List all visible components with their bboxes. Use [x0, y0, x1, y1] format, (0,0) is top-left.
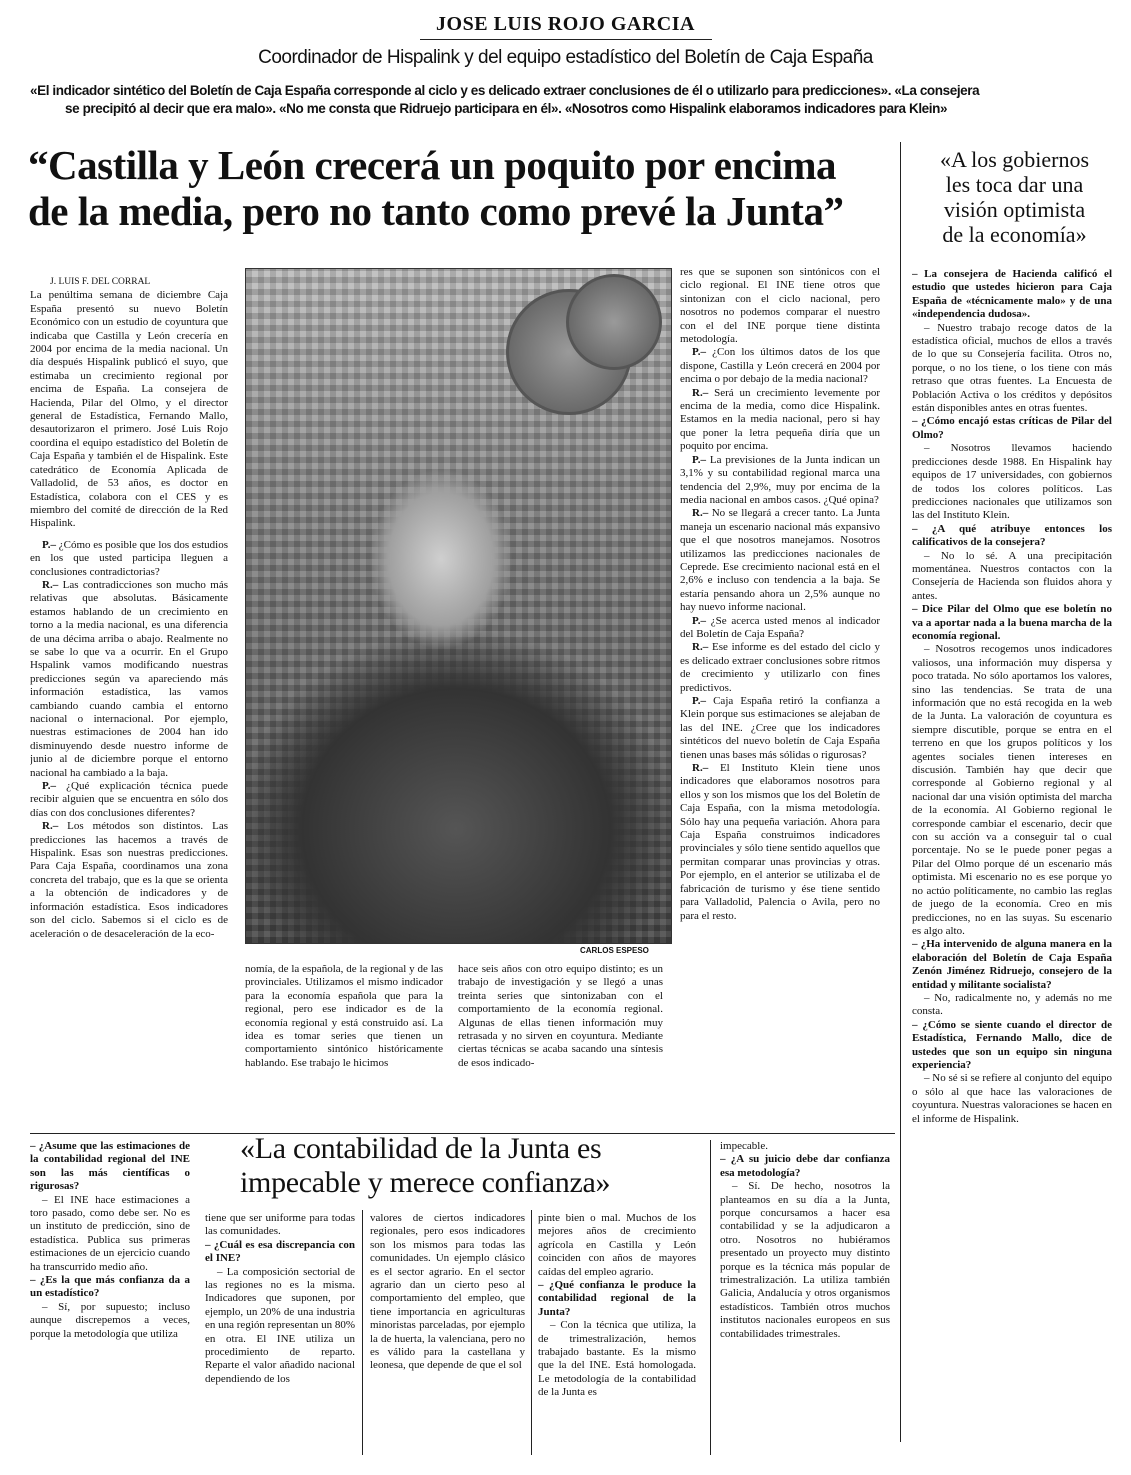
answer-paragraph: – Con la técnica que utiliza, la de trimestralización, hemos trabajado bastante. Es la mismo que la del INE. Está homologada. Le metodología de la contabilidad de la Junta es	[538, 1319, 696, 1399]
side-quote-line: visión optimista	[943, 197, 1086, 222]
answer-text: Las contradicciones son mucho más relativas que absolutas. Básicamente estamos hablando de un crecimiento en torno a la media nacional, es una diferencia de una décima arriba o abajo. Realmente no se sabe lo que va a ocurrir. En el Grupo Hspalink vamos modificando nuestras predicciones según va apareciendo más información estadística, las vamos cambiando cuando cambia el entorno nacional o internacional. Por ejemplo, nuestras estimaciones de 2004 han ido disminuyendo desde nuestro informe de junio al de diciembre porque el entorno nacional ha cambiado a la baja.	[30, 578, 228, 779]
question-paragraph	[680, 346, 880, 386]
question-paragraph: – Dice Pilar del Olmo que ese boletín no va a aportar nada a la buena marcha de la economía regional.	[912, 603, 1112, 642]
question-paragraph: – ¿A qué atribuye entonces los calificativos de la consejera?	[912, 522, 1112, 549]
column-divider	[710, 1140, 711, 1455]
lower-headline	[240, 1132, 720, 1200]
side-quote	[912, 147, 1117, 247]
question-text: ¿Cómo es posible que los dos estudios en los que usted participa lleguen a conclusiones contradictorias?	[30, 538, 228, 578]
body-paragraph: tiene que ser uniforme para todas las comunidades.	[205, 1212, 355, 1238]
answer-paragraph: – Nosotros recogemos unos indicadores valiosos, una información muy dispersa y poco tratada. No sólo aportamos los valores, sino las tendencias. Se trata de una información que no está recogida en la web de la Junta. La valoración de coyuntura es siempre discutible, porque se entra en el terreno en que los grupos políticos y los agentes sociales tienen intereses en discusión. También hay que decir que corresponde al Gobierno regional y al nacional dar una visión optimista del marcha de la economía. Al Gobierno regional le corresponde cambiar el escenario, decir que con su acción va a conseguir tal o cual porcentaje. No se le puede poner pegas a Pilar del Olmo porque dé un escenario más optimista. Mi escenario no es ese porque yo no actúo políticamente, no cambio las reglas de juego de la economía. Creo en mis predicciones, no en las suyas. Su escenario es algo alto.	[912, 643, 1112, 937]
question-paragraph: – ¿Es la que más confianza da a un estadístico?	[30, 1274, 190, 1300]
answer-text: Ese informe es del estado del ciclo y es delicado extraer conclusiones sobre ritmos de crecimiento y utilizarlo con fines predictivos.	[680, 641, 880, 694]
question-text: ¿Qué explicación técnica puede recibir alguien que se encuentra en sólo dos días con dos conclusiones diferentes?	[30, 780, 228, 819]
side-quote-line: de la economía»	[942, 222, 1087, 247]
body-paragraph: impecable.	[720, 1140, 768, 1152]
photo-credit: CARLOS ESPESO	[580, 946, 649, 955]
main-headline-line: “Castilla y León crecerá un poquito por encima	[28, 142, 836, 188]
summary-quotes	[30, 82, 1110, 118]
question-paragraph: – ¿Qué confianza le produce la contabilidad regional de la Junta?	[538, 1279, 696, 1318]
question-text: ¿Con los últimos datos de los que dispone, Castilla y León crecerá en 2004 por encima o por debajo de la media nacional?	[680, 346, 880, 386]
main-headline	[28, 142, 898, 234]
answer-paragraph	[680, 387, 880, 454]
answer-paragraph: – El INE hace estimaciones a toro pasado, como debe ser. No es un instituto de predicción, sino de estadística. Publica sus primeras estimaciones de un ejercicio cuando ha transcurrido medio año.	[30, 1193, 190, 1273]
answer-paragraph: – No lo sé. A una precipitación momentánea. Nuestros contactos con la Consejería de Hacienda son fluidos ahora y antes.	[912, 549, 1112, 602]
lower-column-2	[205, 1212, 355, 1457]
interviewee-role: Coordinador de Hispalink y del equipo estadístico del Boletín de Caja España	[258, 47, 873, 68]
answer-paragraph: – Sí. De hecho, nosotros la planteamos en su día a la Junta, porque concursamos a hacer esa contabilidad y se la adjudicaron a otro. Nosotros no hubiéramos presentado un proyecto muy distinto porque es la técnica más popular de trimestralización. La utiliza también Galicia, Andalucía y otros organismos estadísticos. También otros muchos institutos nacionales europeos en sus contabilidades trimestrales.	[720, 1180, 890, 1340]
main-headline-line: de la media, pero no tanto como prevé la Junta”	[28, 188, 844, 234]
question-text: ¿Se acerca usted menos al indicador del Boletín de Caja España?	[680, 614, 880, 640]
name-underline	[420, 39, 712, 40]
body-paragraph: valores de ciertos indicadores regionales, pero esos indicadores son los mismos para todas las comunidades. Un ejemplo clásico es el sector agrario. En el sector agrario dan un cierto peso al comportamiento del empleo, que tiene importancia en agriculturas minoristas parceladas, por ejemplo la de huerta, la valenciana, pero no es válido para la castellana y leonesa, que depende de que el sol	[370, 1212, 525, 1372]
side-quote-line: «A los gobiernos	[939, 147, 1090, 172]
question-paragraph: – La consejera de Hacienda calificó el estudio que ustedes hicieron para Caja España de «técnicamente malo» y de una «independencia dudosa».	[912, 268, 1112, 321]
answer-paragraph: – No, radicalmente no, y además no me consta.	[912, 991, 1112, 1018]
interview-photo	[245, 268, 672, 944]
answer-label: R.–	[692, 762, 709, 775]
answer-paragraph	[680, 507, 880, 614]
answer-paragraph	[680, 762, 880, 923]
lower-column-1	[30, 1140, 190, 1450]
answer-text: No se llegará a crecer tanto. La Junta maneja un escenario nacional más expansivo que el que nosotros manejamos. Nosotros utilizamos las predicciones nacionales de Ceprede. Ese crecimiento nacional está en el 2,6% e incluso con tendencia a la baja. Se estaría pensando ahora un 2,5% aunque no hay nuevo informe nacional.	[680, 507, 880, 614]
answer-label: R.–	[42, 578, 59, 591]
question-paragraph	[30, 780, 228, 820]
question-paragraph: – ¿Asume que las estimaciones de la contabilidad regional del INE son las más científicas o rigurosas?	[30, 1140, 190, 1193]
question-paragraph: – ¿Ha intervenido de alguna manera en la elaboración del Boletín de Caja España Zenón Jiménez Ridruejo, consejero de la entidad y militante socialista?	[912, 938, 1112, 991]
question-paragraph: – ¿A su juicio debe dar confianza esa metodología?	[720, 1153, 890, 1179]
answer-paragraph	[30, 820, 228, 941]
answer-paragraph: – No sé si se refiere al conjunto del equipo o sólo al que hace las valoraciones de coyuntura. Nuestras valoraciones se hacen en el informe de Hispalink.	[912, 1072, 1112, 1125]
column-divider	[531, 1210, 532, 1455]
question-label: P.–	[692, 614, 706, 627]
answer-paragraph	[680, 641, 880, 695]
intro-paragraph: La penúltima semana de diciembre Caja España presentó su nuevo Boletín Económico con un estudio de coyuntura que indicaba que Castilla y León crecería en 2004 por encima de la media nacional. Un día después Hispalink publicó el suyo, que estimaba un crecimiento regional por encima de España. La consejera de Hacienda, Pilar del Olmo, y el director general de Estadística, Fernando Mallo, desautorizaron el primero. José Luis Rojo coordina el equipo estadístico del Boletín de Caja España y también el de Hispalink. Este catedrático de Economía Aplicada de Valladolid, de 53 años, es doctor en Estadística, colabora con el CES y es miembro del comité de dirección de la Red Hispalink.	[30, 289, 228, 530]
body-paragraph: pinte bien o mal. Muchos de los mejores años de crecimiento agrícola en Castilla y León coinciden con años de mayores caídas del empleo agrario.	[538, 1212, 696, 1278]
interviewee-name: JOSE LUIS ROJO GARCIA	[436, 13, 695, 35]
side-quote-line: les toca dar una	[945, 172, 1084, 197]
answer-paragraph: – Sí, por supuesto; incluso aunque discrepemos a veces, porque la metodología que utiliza	[30, 1300, 190, 1340]
answer-paragraph: – Nosotros llevamos haciendo predicciones desde 1988. En Hispalink hay equipos de 17 universidades, con gobiernos de todos los colores políticos. Las predicciones nacionales que utilizamos son las del Instituto Klein.	[912, 442, 1112, 522]
question-label: P.–	[692, 346, 706, 359]
byline: J. LUIS F. DEL CORRAL	[50, 277, 151, 287]
wall-emblem	[566, 274, 662, 370]
answer-text: El Instituto Klein tiene unos indicadores que elaboramos nosotros para ellos y son los mismos que los del Boletín de Caja España, con la misma metodología. Sólo hay una pequeña variación. Ahora para Caja España construimos indicadores provinciales y sólo tiene sentido aquellos que permitan comparar unas provincias y otras. Por ejemplo, en el anterior se utilizaba el de fabricación de turismo y ése tiene sentido para Valladolid, Palencia o Avila, pero no para el resto.	[680, 762, 880, 922]
answer-text: Los métodos son distintos. Las predicciones las hacemos a través de Hispalink. Esas son nuestras predicciones. Para Caja España, coordinamos una zona concreta del trabajo, que es la que se orienta a la obtención de indicadores y de información estadística. Esos indicadores son del ciclo. Sabemos si el ciclo es de aceleración o de desaceleración de la eco-	[30, 820, 228, 940]
lower-column-4	[538, 1212, 696, 1457]
column-divider	[362, 1210, 363, 1455]
question-text: Caja España retiró la confianza a Klein porque sus estimaciones se alejaban de las del INE. ¿Cree que los indicadores sintéticos del nuevo boletín de Caja España tienen unas bases más sólidas o rigurosas?	[680, 695, 880, 761]
answer-label: R.–	[692, 507, 709, 520]
lower-headline-line: impecable y merece confianza»	[240, 1166, 611, 1199]
answer-label: R.–	[42, 820, 59, 833]
body-paragraph: res que se suponen son sintónicos con el ciclo regional. El INE tiene otros que sintonizan con el ciclo nacional, pero nosotros no podemos comparar el nuestro con el del INE porque tiene distinta metodología.	[680, 266, 880, 346]
answer-paragraph: – Nuestro trabajo recoge datos de la estadística oficial, muchos de ellos a través de lo que su Consejería facilita. Otros no, porque, o no los tiene, o los tiene con más retraso que otras fuentes. La Encuesta de Población Activa o los créditos y depósitos están disponibles antes en otras fuentes.	[912, 321, 1112, 415]
answer-label: R.–	[692, 386, 709, 399]
question-label: P.–	[692, 453, 706, 466]
article-column-4	[680, 266, 880, 1128]
body-paragraph: nomía, de la española, de la regional y de las provinciales. Utilizamos el mismo indicador para la economía española que para la regional, pero ese indicador es de la economía regional y está construido así. La idea es tomar series que tienen un comportamiento sintónico históricamente hablando. Ese trabajo le hicimos	[245, 963, 443, 1069]
lower-headline-line: «La contabilidad de la Junta es	[240, 1132, 602, 1165]
column-divider	[900, 142, 901, 1442]
lower-column-3	[370, 1212, 525, 1457]
article-column-3	[458, 963, 663, 1113]
question-label: P.–	[42, 538, 56, 551]
question-paragraph: – ¿Cuál es esa discrepancia con el INE?	[205, 1238, 355, 1265]
question-paragraph	[30, 539, 228, 579]
question-paragraph: – ¿Cómo encajó estas críticas de Pilar del Olmo?	[912, 415, 1112, 441]
question-paragraph	[680, 615, 880, 642]
question-paragraph	[680, 695, 880, 762]
question-paragraph	[680, 454, 880, 508]
question-label: P.–	[692, 695, 706, 707]
article-column-5	[912, 268, 1112, 1458]
lower-column-5	[720, 1140, 890, 1458]
summary-quote-line: «El indicador sintético del Boletín de Caja España corresponde al ciclo y es delicado extraer conclusiones de él o utilizarlo para predicciones». «La consejera	[30, 83, 980, 98]
question-paragraph: – ¿Cómo se siente cuando el director de Estadística, Fernando Mallo, dice de ustedes que son un equipo sin ninguna experiencia?	[912, 1018, 1112, 1071]
answer-label: R.–	[692, 641, 709, 654]
answer-paragraph	[30, 579, 228, 780]
answer-paragraph: – La composición sectorial de las regiones no es la misma. Indicadores que suponen, por ejemplo, un 20% de una industria en una región representan un 80% en otra. El INE utiliza un procedimiento de reparto. Reparte el valor añadido nacional dependiendo de los	[205, 1265, 355, 1385]
summary-quote-line: se precipitó al decir que era malo». «No me consta que Ridruejo participara en él». «Nosotros como Hispalink elaboramos indicadores para Klein»	[65, 101, 948, 116]
article-column-1	[30, 276, 228, 1136]
question-text: La previsiones de la Junta indican un 3,1% y su contabilidad regional marca una tendencia del 2,9%, muy por encima de la media nacional en ambos casos. ¿Qué opina?	[680, 453, 880, 506]
article-column-2	[245, 963, 443, 1113]
question-label: P.–	[42, 780, 56, 793]
body-paragraph: hace seis años con otro equipo distinto; es un trabajo de investigación y se llegó a unas treinta series que sintonizaban con el comportamiento de la economía regional. Algunas de ellas tienen información muy retrasada y no sirven en coyuntura. Mediante ciertas técnicas se acaba sacando una síntesis de esos indicado-	[458, 963, 663, 1069]
answer-text: Será un crecimiento levemente por encima de la media, como dice Hispalink. Estamos en la media nacional, pero si hay que poner la letra pequeña diría que un poquito por encima.	[680, 386, 880, 453]
